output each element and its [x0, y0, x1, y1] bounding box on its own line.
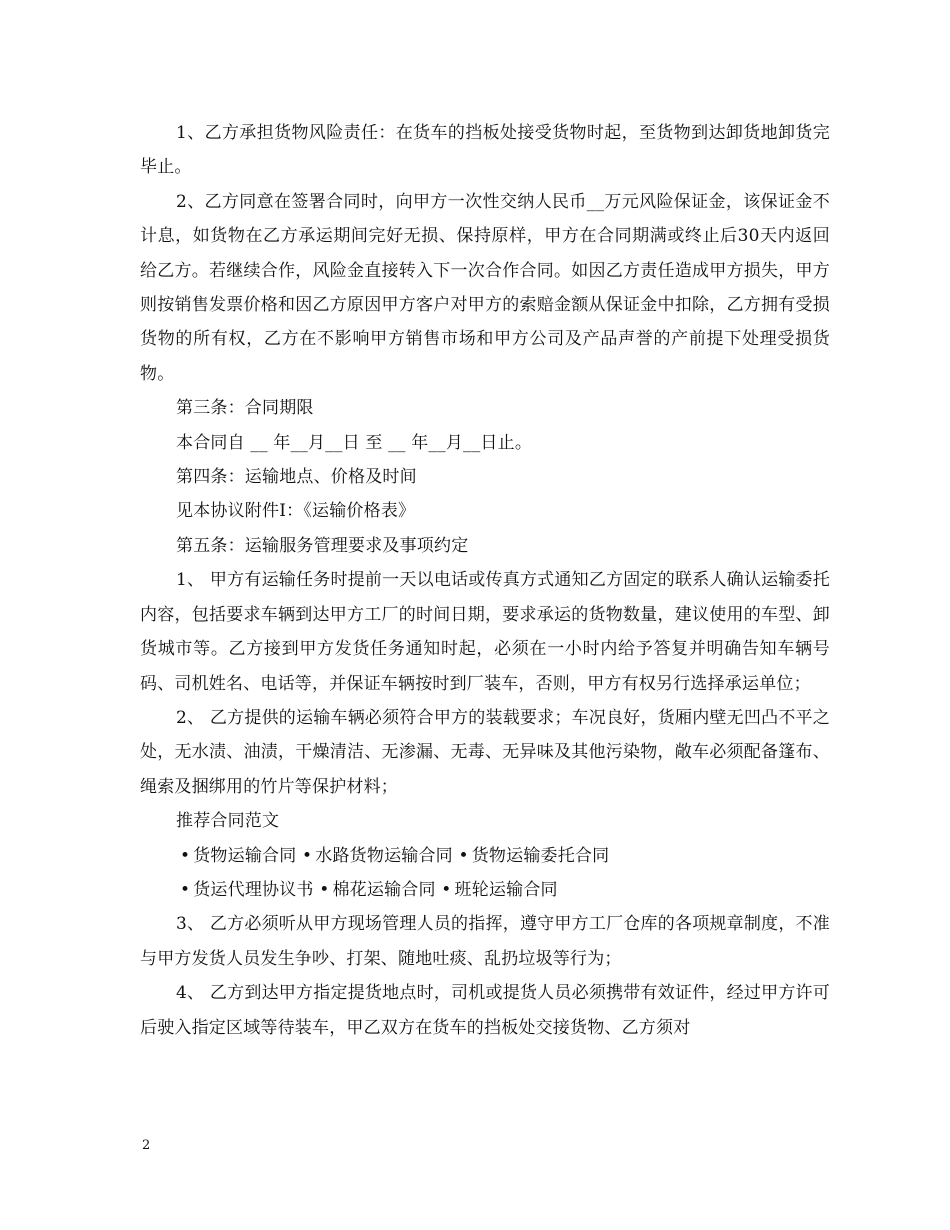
service-clause-2: 2、 乙方提供的运输车辆必须符合甲方的装载要求；车况良好，货厢内壁无凹凸不平之处，无水渍、油渍，干燥清洁、无渗漏、无毒、无异味及其他污染物，敞车必须配备篷布、绳索及捆绑用的竹片等保护材料；: [140, 707, 830, 797]
recommended-link[interactable]: [319, 880, 435, 900]
link-text: 班轮运输合同: [454, 879, 558, 900]
service-clause-1: 1、 甲方有运输任务时提前一天以电话或传真方式通知乙方固定的联系人确认运输委托内容，包括要求车辆到达甲方工厂的时间日期，要求承运的货物数量，建议使用的车型、卸货城市等。乙方接到甲方发货任务通知时起，必须在一小时内给予答复并明确告知车辆号码、司机姓名、电话等，并保证车辆按时到厂装车，否则，甲方有权另行选择承运单位；: [140, 570, 830, 694]
bullet-icon: •: [458, 845, 469, 866]
bullet-icon: •: [319, 879, 330, 900]
clause-2-deposit: 2、乙方同意在签署合同时，向甲方一次性交纳人民币__万元风险保证金，该保证金不计息，如货物在乙方承运期间完好无损、保持原样，甲方在合同期满或终止后30天内返回给乙方。若继续合作，风险金直接转入下一次合作合同。如因乙方责任造成甲方损失，甲方则按销售发票价格和因乙方原因甲方客户对甲方的索赔金额从保证金中扣除，乙方拥有受损货物的所有权，乙方在不影响甲方销售市场和甲方公司及产品声誉的产前提下处理受损货物。: [140, 191, 830, 384]
bullet-icon: •: [180, 845, 191, 866]
link-text: 货物运输委托合同: [471, 845, 610, 866]
service-clause-4: 4、 乙方到达甲方指定提货地点时，司机或提货人员必须携带有效证件，经过甲方许可后驶入指定区域等待装车，甲乙双方在货车的挡板处交接货物、乙方须对: [140, 983, 830, 1038]
contract-term-text: 本合同自 __ 年__月__日 至 __ 年__月__日止。: [176, 432, 533, 453]
annex-reference: 见本协议附件Ⅰ：《运输价格表》: [176, 501, 416, 522]
link-text: 货运代理协议书: [193, 879, 314, 900]
recommended-link[interactable]: [180, 880, 314, 900]
bullet-icon: •: [302, 845, 313, 866]
recommended-link[interactable]: [302, 846, 453, 866]
bullet-icon: •: [441, 879, 452, 900]
article-4-heading: 第四条：运输地点、价格及时间: [176, 467, 417, 488]
service-clause-3: 3、 乙方必须听从甲方现场管理人员的指挥，遵守甲方工厂仓库的各项规章制度，不准与甲方发货人员发生争吵、打架、随地吐痰、乱扔垃圾等行为；: [140, 914, 830, 969]
recommended-link[interactable]: [441, 880, 557, 900]
article-5-heading: 第五条：运输服务管理要求及事项约定: [176, 535, 469, 556]
link-text: 棉花运输合同: [332, 879, 436, 900]
document-body: [140, 116, 830, 1045]
clause-1-risk: 1、乙方承担货物风险责任：在货车的挡板处接受货物时起，至货物到达卸货地卸货完毕止。: [140, 123, 830, 178]
recommended-links-row-2: [140, 873, 830, 907]
recommended-heading: 推荐合同范文: [176, 811, 280, 832]
article-3-heading: 第三条：合同期限: [176, 398, 314, 419]
bullet-icon: •: [180, 879, 191, 900]
page-number: 2: [142, 1138, 151, 1153]
link-text: 货物运输合同: [193, 845, 297, 866]
recommended-link[interactable]: [459, 846, 610, 866]
link-text: 水路货物运输合同: [315, 845, 453, 866]
recommended-link[interactable]: [180, 846, 296, 866]
recommended-links-row-1: [140, 839, 830, 873]
